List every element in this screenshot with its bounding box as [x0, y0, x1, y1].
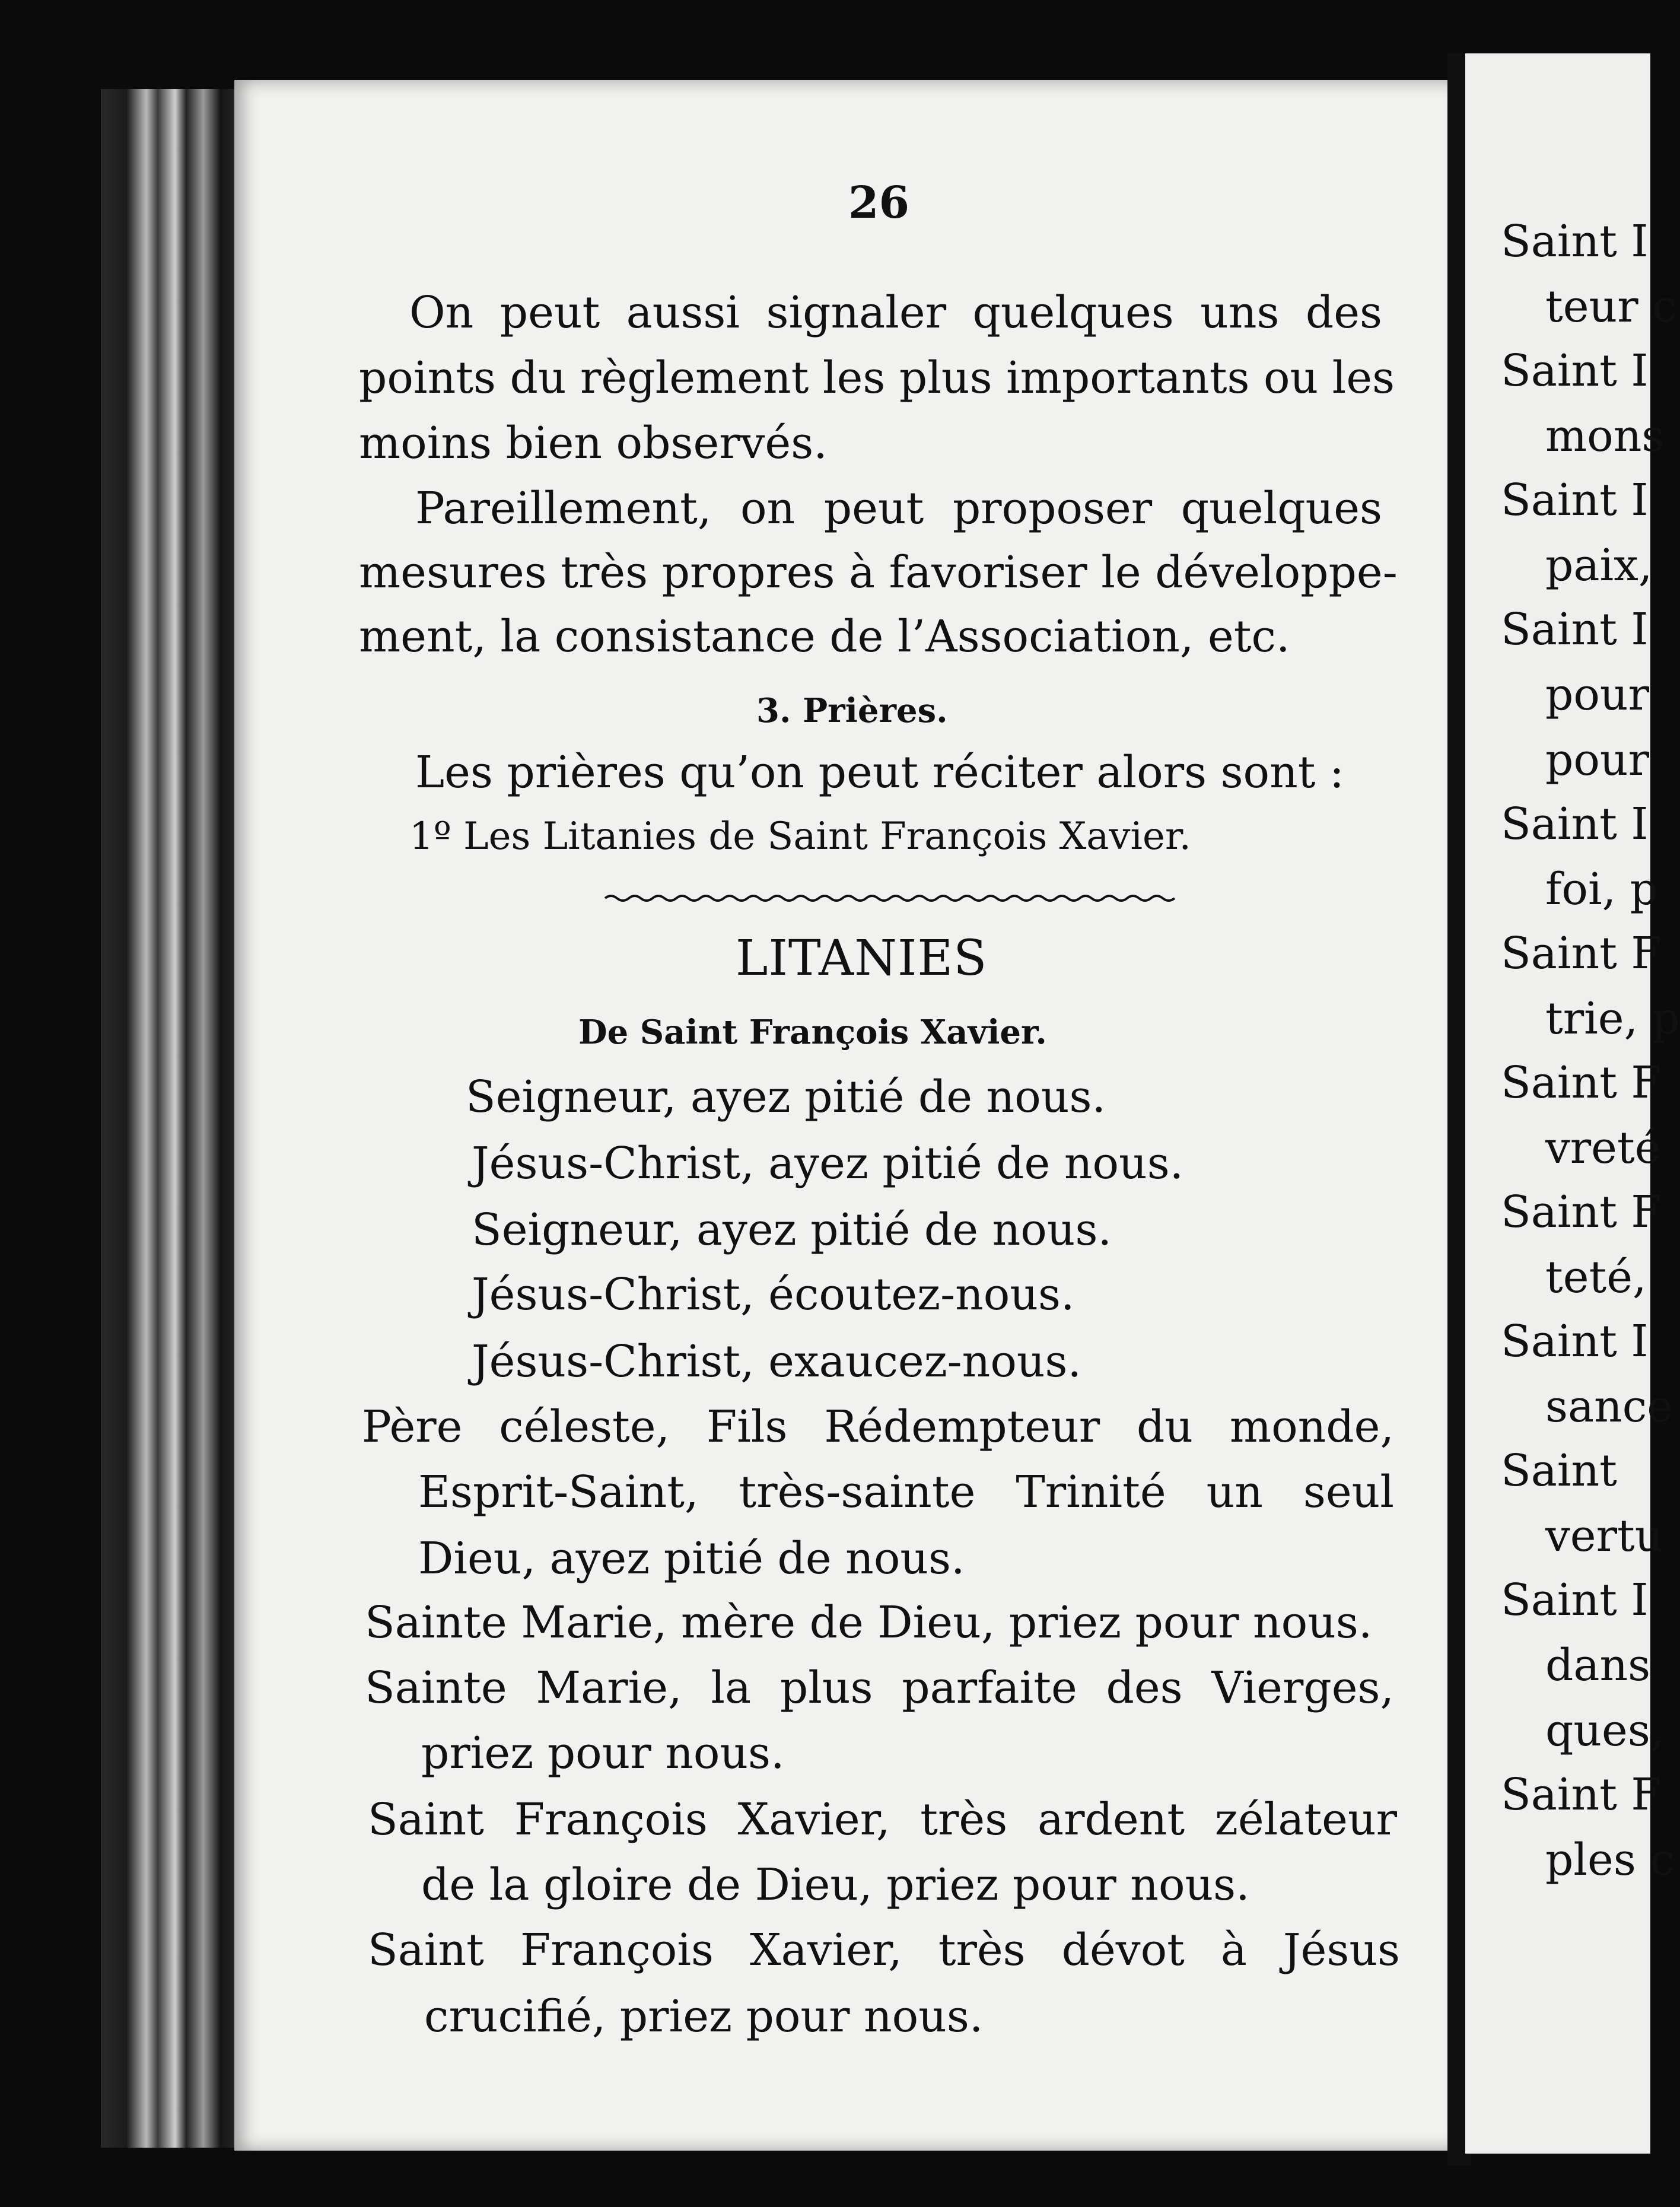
fragment: Saint I: [1501, 216, 1649, 267]
text-line: moins bien observés.: [359, 418, 828, 469]
decorative-rule: [605, 891, 1175, 903]
book-spine: [101, 89, 243, 2148]
right-page-text: [1501, 216, 1680, 2118]
litanies-title: LITANIES: [736, 930, 988, 987]
text-line: Les prières qu’on peut réciter alors sont :: [415, 747, 1344, 798]
text-line: On peut aussi signaler quelques uns des: [409, 287, 1382, 338]
fragment: foi, p: [1545, 864, 1659, 915]
fragment: Saint F: [1501, 928, 1662, 979]
fragment: Saint I: [1501, 475, 1649, 526]
fragment: vertu: [1545, 1510, 1663, 1562]
fragment: Saint F: [1501, 1057, 1662, 1108]
fragment: Saint I: [1501, 1316, 1649, 1367]
fragment: teur c: [1545, 281, 1677, 332]
litany-line: Jésus-Christ, exaucez-nous.: [472, 1336, 1082, 1387]
litany-line: Sainte Marie, la plus parfaite des Vierges,: [365, 1662, 1394, 1713]
fragment: ples c: [1545, 1834, 1675, 1885]
text-line: Pareillement, on peut proposer quelques: [415, 483, 1382, 534]
fragment: teté,: [1545, 1252, 1647, 1303]
fragment: Saint I: [1501, 799, 1649, 850]
fragment: vreté: [1545, 1122, 1661, 1174]
fragment: paix,: [1545, 540, 1653, 591]
litany-line: crucifié, priez pour nous.: [424, 1991, 984, 2042]
litany-line: priez pour nous.: [421, 1728, 785, 1779]
fragment: Saint: [1501, 1445, 1617, 1496]
text-line: mesures très propres à favoriser le développe-: [359, 547, 1398, 598]
litany-line: Seigneur, ayez pitié de nous.: [472, 1204, 1112, 1255]
section-heading: 3. Prières.: [756, 691, 948, 730]
fragment: trie, p: [1545, 993, 1680, 1044]
litany-line: Dieu, ayez pitié de nous.: [418, 1533, 965, 1584]
text-line: 1º Les Litanies de Saint François Xavier.: [409, 815, 1191, 858]
litany-line: Esprit-Saint, très-sainte Trinité un seul: [418, 1467, 1394, 1518]
fragment: dans: [1545, 1640, 1651, 1691]
litany-line: Saint François Xavier, très ardent zélateur: [368, 1794, 1397, 1845]
fragment: Saint I: [1501, 604, 1649, 655]
litany-line: Jésus-Christ, ayez pitié de nous.: [472, 1138, 1184, 1189]
fragment: Saint I: [1501, 345, 1649, 396]
fragment: mons: [1545, 411, 1665, 462]
fragment: Saint F: [1501, 1769, 1662, 1820]
text-line: points du règlement les plus importants ou les: [359, 352, 1395, 403]
fragment: ques,: [1545, 1705, 1665, 1756]
fragment: pour: [1545, 669, 1649, 720]
fragment: pour: [1545, 734, 1649, 786]
litany-line: Père céleste, Fils Rédempteur du monde,: [362, 1401, 1394, 1452]
text-line: ment, la consistance de l’Association, etc.: [359, 611, 1290, 662]
litany-line: de la gloire de Dieu, priez pour nous.: [421, 1859, 1250, 1910]
litany-line: Sainte Marie, mère de Dieu, priez pour nous.: [365, 1597, 1373, 1648]
litany-line: Saint François Xavier, très dévot à Jésus: [368, 1925, 1400, 1976]
litanies-subtitle: De Saint François Xavier.: [578, 1013, 1047, 1052]
litany-line: Seigneur, ayez pitié de nous.: [466, 1071, 1106, 1122]
fragment: Saint F: [1501, 1187, 1662, 1238]
page-number: 26: [848, 177, 909, 228]
fragment: sance: [1545, 1381, 1673, 1432]
fragment: Saint I: [1501, 1575, 1649, 1626]
litany-line: Jésus-Christ, écoutez-nous.: [472, 1269, 1075, 1320]
